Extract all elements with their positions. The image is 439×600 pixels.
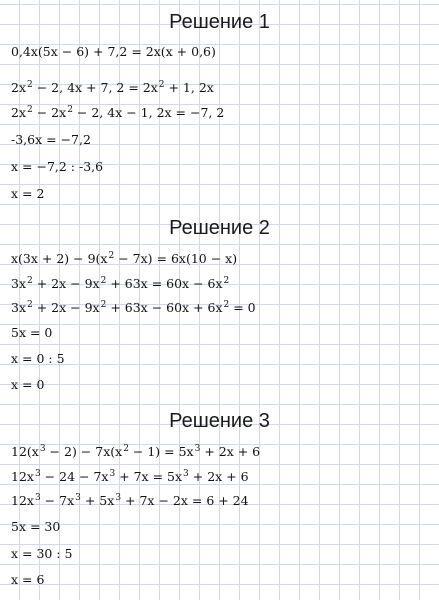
exponent: 3 (115, 493, 122, 503)
exponent: 2 (27, 300, 33, 310)
exponent: 2 (27, 276, 33, 286)
equation-text: − 7x) = 6x(10 − x) (114, 251, 238, 266)
equation-line (11, 158, 103, 176)
equation-line (11, 545, 73, 563)
equation-text: 3x (11, 300, 27, 315)
equation-text: x = 0 : 5 (11, 351, 65, 366)
exponent: 3 (109, 469, 116, 479)
equation-line (11, 443, 260, 461)
equation-line (11, 492, 249, 510)
exponent: 2 (223, 300, 230, 310)
exponent: 2 (158, 80, 165, 90)
equation-line (11, 571, 44, 589)
equation-line (11, 185, 44, 203)
equation-text: 3x (11, 276, 27, 291)
exponent: 2 (223, 276, 230, 286)
equation-text: − 2) − 7x(x (45, 444, 123, 459)
equation-text: 12x (11, 469, 34, 484)
equation-text: 12x (11, 493, 34, 508)
equation-text: + 5x (80, 493, 115, 508)
equation-text: x = 30 : 5 (11, 546, 73, 561)
equation-line (11, 43, 216, 61)
equation-text: x = 0 (11, 377, 45, 392)
equation-text: + 63x = 60x − 6x (106, 276, 223, 291)
equation-text: − 1) = 5x (128, 444, 194, 459)
equation-text: x = −7,2 : -3,6 (11, 159, 104, 174)
exponent: 2 (27, 80, 33, 90)
equation-text: + 2x + 6 (188, 469, 249, 484)
equation-text: + 1, 2x (164, 80, 214, 95)
equation-text: 12(x (11, 444, 39, 459)
exponent: 2 (108, 251, 115, 261)
equation-line (11, 104, 224, 122)
equation-line (11, 324, 52, 342)
exponent: 3 (75, 493, 81, 503)
equation-line (11, 250, 237, 268)
equation-text: − 2, 4x + 7, 2 = 2x (32, 80, 158, 95)
equation-text: − 24 − 7x (40, 469, 109, 484)
exponent: 2 (27, 105, 33, 115)
equation-text: 2x (11, 80, 27, 95)
solution-2-title: Решение 2 (169, 217, 270, 239)
exponent: 2 (100, 300, 107, 310)
equation-text: + 2x + 6 (200, 444, 261, 459)
exponent: 2 (67, 105, 73, 115)
equation-text: x = 6 (11, 572, 45, 587)
equation-text: + 2x − 9x (32, 300, 100, 315)
equation-text: x(3x + 2) − 9(x (11, 251, 108, 266)
equation-text: x = 2 (11, 186, 45, 201)
exponent: 3 (34, 493, 41, 503)
equation-text: + 7x = 5x (115, 469, 183, 484)
equation-line (11, 350, 65, 368)
equation-line (11, 468, 249, 486)
solution-1-title: Решение 1 (169, 11, 270, 33)
equation-text: − 2x (32, 105, 67, 120)
equation-text: − 7x (40, 493, 75, 508)
exponent: 3 (39, 444, 46, 454)
equation-text: + 2x − 9x (32, 276, 100, 291)
equation-text: 5x = 0 (11, 325, 53, 340)
exponent: 3 (183, 469, 189, 479)
equation-text: + 7x − 2x = 6 + 24 (121, 493, 249, 508)
equation-text: -3,6x = −7,2 (11, 132, 91, 147)
equation-text: 2x (11, 105, 27, 120)
exponent: 2 (123, 444, 129, 454)
exponent: 2 (100, 276, 107, 286)
equation-line (11, 131, 91, 149)
equation-text: = 0 (229, 300, 256, 315)
exponent: 3 (194, 444, 201, 454)
equation-text: + 63x − 60x + 6x (106, 300, 223, 315)
equation-line (11, 518, 60, 536)
equation-text: 5x = 30 (11, 519, 61, 534)
equation-line (11, 299, 256, 317)
equation-text: 0,4x(5x − 6) + 7,2 = 2x(x + 0,6) (11, 44, 216, 59)
exponent: 3 (34, 469, 41, 479)
equation-line (11, 79, 214, 97)
equation-text: − 2, 4x − 1, 2x = −7, 2 (72, 105, 225, 120)
equation-line (11, 376, 44, 394)
equation-line (11, 275, 229, 293)
solution-3-title: Решение 3 (169, 410, 270, 432)
